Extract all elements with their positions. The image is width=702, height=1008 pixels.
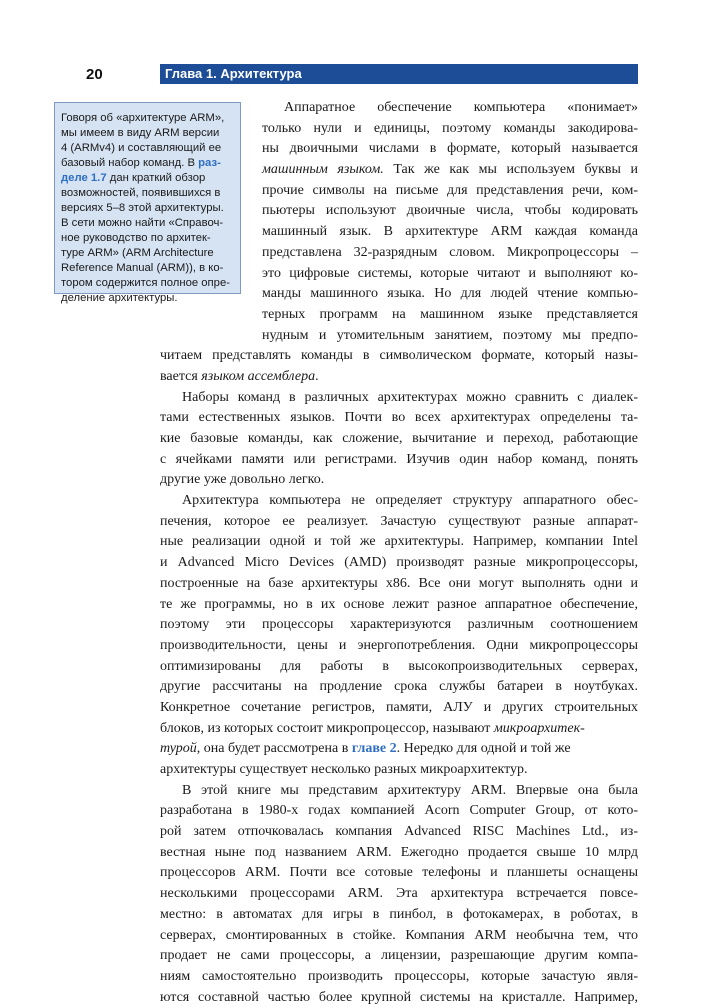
page-number: 20 xyxy=(86,66,103,83)
text-line: машинный язык. В архитектуре ARM каждая команда xyxy=(262,224,638,240)
paragraph-3 xyxy=(160,491,638,781)
text-line: манды машинного языка. Но для людей чтение компью- xyxy=(262,286,638,302)
text-line: нудным и утомительным занятием, поэтому мы предпо- xyxy=(262,327,638,343)
chapter-header-band xyxy=(160,64,638,84)
text-line: только нули и единицы, поэтому команды закодирова- xyxy=(262,120,638,136)
main-text xyxy=(160,98,638,1008)
chapter-title: Глава 1. Архитектура xyxy=(165,66,302,81)
note-line: тором содержится полное опре- xyxy=(61,277,231,289)
text-line: ные реализации одной и той же архитектуры. Например, компании Intel xyxy=(160,534,638,550)
note-line: туре ARM» (ARM Architecture xyxy=(61,247,214,259)
text-line: кие базовые команды, как сложение, вычитание и переход, работающие xyxy=(160,431,638,446)
text-line: Наборы команд в различных архитектурах можно сравнить с диалек- xyxy=(182,389,638,405)
text-line: процессоров ARM. Почти все сотовые телефоны и планшеты оснащены xyxy=(160,865,638,881)
text-line: разработана в 1980-х годах компанией Acorn Computer Group, от кото- xyxy=(160,803,638,819)
text-line: другие уже довольно легко. xyxy=(160,472,325,488)
text-line: Конкретное сочетание регистров, памяти, АЛУ и других строительных xyxy=(160,699,638,715)
text-line: прочие символы на письме для представления речи, ком- xyxy=(262,182,638,198)
text-line: с ячейками памяти или регистрами. Изучив один набор команд, понять xyxy=(160,451,638,467)
text-line: тами естественных языков. Почти во всех архитектурах определены та- xyxy=(160,410,638,426)
text-line: рой затем отпочковалась компания Advanced RISC Machines Ltd., из- xyxy=(160,824,638,840)
note-line: 4 (ARMv4) и составляющий ее xyxy=(61,142,222,154)
text-line: ниям самостоятельно производить процессоры, которые зачастую явля- xyxy=(160,968,638,984)
text-line: другие рассчитаны на продление срока службы батареи в ноутбуках. xyxy=(160,679,638,695)
text-line: ны двоичными числами в формате, который называется xyxy=(262,141,638,157)
paragraph-4 xyxy=(160,781,638,1008)
term-machine-language: машинным языком. xyxy=(262,162,384,178)
text-line: построенные на базе архитектуры x86. Все они могут выполнять одни и xyxy=(160,575,638,591)
note-line: базовый набор команд. В раз- xyxy=(61,157,221,169)
text-line: продает не сами процессоры, а лицензии, разрешающие другим компа- xyxy=(160,948,638,964)
note-line: деление архитектуры. xyxy=(61,292,178,304)
text-line: серверах, смонтированных в стойке. Компания ARM необычна тем, что xyxy=(160,927,638,943)
text-line: местно: в автоматах для игры в пинбол, в фотокамерах, в роботах, в xyxy=(160,906,638,922)
note-line: В сети можно найти «Справоч- xyxy=(61,217,224,229)
note-line: Говоря об «архитектуре ARM», xyxy=(61,112,225,124)
chapter-2-link[interactable]: главе 2 xyxy=(351,741,397,757)
note-line: версиях 5–8 этой архитектуры. xyxy=(61,202,224,214)
paragraph-1 xyxy=(160,98,638,388)
text-line: оптимизированы для работы в высокопроизводительных серверах, xyxy=(160,658,638,674)
text-line: и Advanced Micro Devices (AMD) производят разные микропроцессоры, xyxy=(160,555,638,571)
text-line: пьютеры используют двоичные числа, чтобы кодировать xyxy=(262,203,638,219)
text-line: ются составной частью более крупной системы на кристалле. Например, xyxy=(160,989,638,1005)
term-assembly-language: языком ассемблера xyxy=(201,368,316,384)
section-link[interactable]: деле 1.7 xyxy=(61,172,107,184)
text-line: вается языком ассемблера. xyxy=(160,368,319,384)
text-line: Аппаратное обеспечение компьютера «понимает» xyxy=(284,100,638,115)
note-line: деле 1.7 дан краткий обзор xyxy=(61,172,206,184)
text-line: архитектуры существует несколько разных микроархитектур. xyxy=(160,762,528,777)
text-line: печения, которое ее реализует. Зачастую существуют разные аппарат- xyxy=(160,513,638,529)
text-line: В этой книге мы представим архитектуру ARM. Впервые она была xyxy=(182,782,638,798)
text-line: терных программ на машинном языке представляется xyxy=(262,306,638,322)
text-line: читаем представлять команды в символическом формате, который назы- xyxy=(160,348,638,364)
note-line: ное руководство по архитек- xyxy=(61,232,211,244)
text-line: производительности, цены и энергопотребления. Одни микропроцессоры xyxy=(160,637,638,653)
text-line: блоков, из которых состоит микропроцессор, называют микроархитек- xyxy=(160,720,585,736)
note-line: возможностей, появившихся в xyxy=(61,187,221,199)
note-line: Reference Manual (ARM)), в ко- xyxy=(61,262,224,274)
section-link[interactable]: раз- xyxy=(198,157,221,169)
note-line: мы имеем в виду ARM версии xyxy=(61,127,220,139)
text-line: турой, она будет рассмотрена в главе 2. Нередко для одной и той же xyxy=(160,741,571,757)
term-microarchitecture-end: турой xyxy=(160,741,197,757)
text-line: те же программы, но в их основе лежит разное аппаратное обеспечение, xyxy=(160,596,638,612)
text-line: поэтому эти процессоры характеризуются различным соотношением xyxy=(160,617,638,633)
text-line: Архитектура компьютера не определяет структуру аппаратного обес- xyxy=(182,493,638,509)
text-line: несколькими процессорами ARM. Эта архитектура встречается повсе- xyxy=(160,886,638,902)
text-line: это цифровые системы, которые читают и выполняют ко- xyxy=(262,265,638,281)
text-line: представлена 32-разрядным словом. Микропроцессоры – xyxy=(262,244,638,260)
paragraph-2 xyxy=(160,388,638,491)
text-line: машинным языком. Так же как мы используем буквы и xyxy=(262,162,639,178)
text-line: вестная ныне под названием ARM. Ежегодно продается свыше 10 млрд xyxy=(160,844,638,860)
term-microarchitecture: микроархитек- xyxy=(493,720,585,736)
